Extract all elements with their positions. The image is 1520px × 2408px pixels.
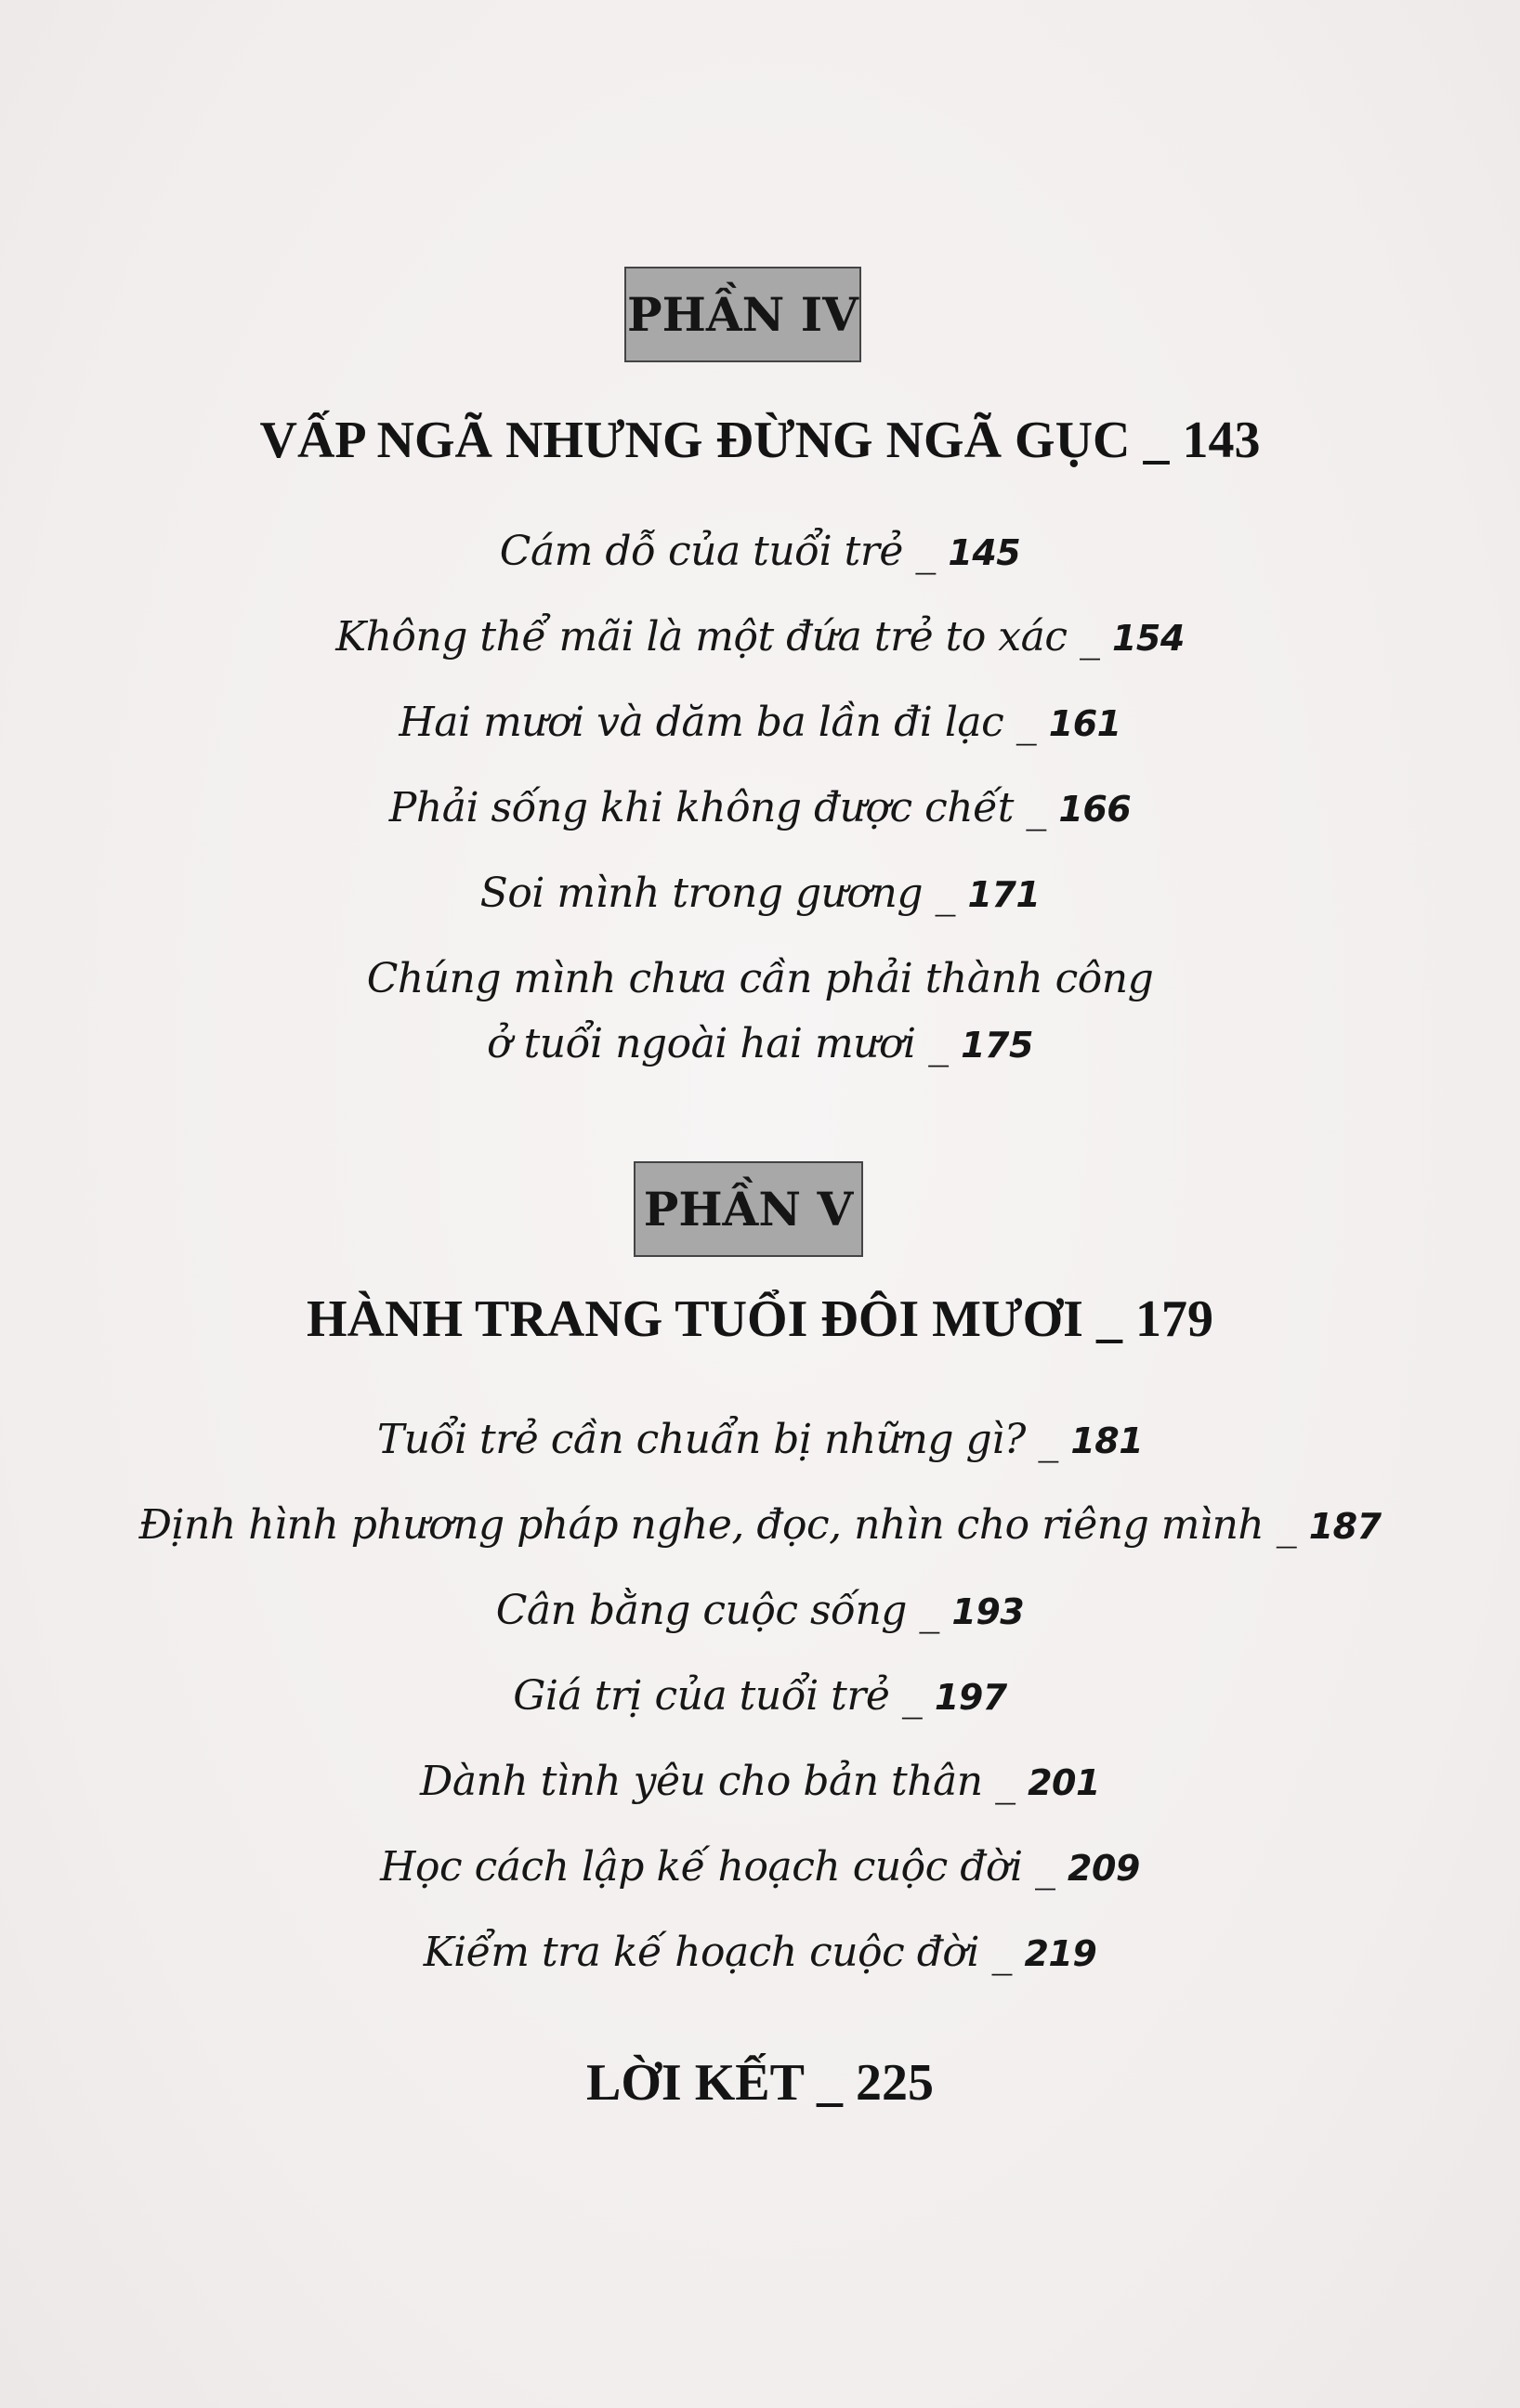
part-iv-label: PHẦN IV <box>624 267 861 362</box>
toc-item-page: 161 <box>1048 703 1121 744</box>
toc-item-page: 154 <box>1111 618 1185 659</box>
toc-item-page: 187 <box>1308 1506 1382 1547</box>
toc-item <box>0 955 1520 1002</box>
toc-item <box>0 1501 1520 1549</box>
toc-item-title: Phải sống khi không được chết _ <box>388 784 1059 831</box>
toc-item-page: 193 <box>951 1591 1025 1632</box>
toc-item <box>0 613 1520 661</box>
toc-item-title: Định hình phương pháp nghe, đọc, nhìn cho riêng mình _ <box>138 1501 1309 1549</box>
toc-item-page: 175 <box>961 1025 1033 1066</box>
toc-item-title: Chúng mình chưa cần phải thành công <box>366 955 1154 1002</box>
part-v-heading: HÀNH TRANG TUỔI ĐÔI MƯƠI _ 179 <box>307 1290 1213 1348</box>
toc-item-title: Dành tình yêu cho bản thân _ <box>420 1758 1029 1805</box>
toc-item-page: 145 <box>948 532 1021 573</box>
part-v-label: PHẦN V <box>634 1161 863 1257</box>
toc-item-page: 166 <box>1058 789 1132 830</box>
toc-item-title: Giá trị của tuổi trẻ _ <box>513 1672 935 1720</box>
toc-item-title: Học cách lập kế hoạch cuộc đời _ <box>380 1843 1068 1891</box>
part-iv-heading: VẤP NGÃ NHƯNG ĐỪNG NGÃ GỤC _ 143 <box>259 412 1261 469</box>
toc-item <box>0 784 1520 831</box>
toc-item-title: Hai mươi và dăm ba lần đi lạc _ <box>399 699 1049 746</box>
toc-item-page: 201 <box>1028 1762 1100 1803</box>
toc-item-title: Kiểm tra kế hoạch cuộc đời _ <box>423 1929 1025 1976</box>
toc-item <box>0 1672 1520 1720</box>
toc-item <box>0 528 1520 575</box>
toc-item-title: Tuổi trẻ cần chuẩn bị những gì? _ <box>376 1416 1071 1463</box>
toc-item <box>0 699 1520 746</box>
toc-item-page: 209 <box>1068 1848 1140 1889</box>
toc-item-page: 219 <box>1024 1933 1097 1974</box>
toc-item-title: Không thể mãi là một đứa trẻ to xác _ <box>335 613 1112 661</box>
toc-item <box>0 1020 1520 1067</box>
toc-item <box>0 1929 1520 1976</box>
ending-heading: LỜI KẾT _ 225 <box>586 2054 934 2112</box>
toc-item <box>0 1758 1520 1805</box>
toc-item-page: 197 <box>934 1677 1007 1718</box>
toc-item-title: Soi mình trong gương _ <box>479 870 968 917</box>
toc-item <box>0 1587 1520 1634</box>
toc-item-page: 181 <box>1070 1420 1144 1461</box>
toc-item-title: ở tuổi ngoài hai mươi _ <box>487 1020 962 1067</box>
toc-item <box>0 870 1520 917</box>
toc-item-title: Cân bằng cuộc sống _ <box>495 1587 952 1634</box>
toc-item <box>0 1416 1520 1463</box>
toc-item <box>0 1843 1520 1891</box>
toc-item-title: Cám dỗ của tuổi trẻ _ <box>499 528 949 575</box>
toc-item-page: 171 <box>967 874 1041 915</box>
